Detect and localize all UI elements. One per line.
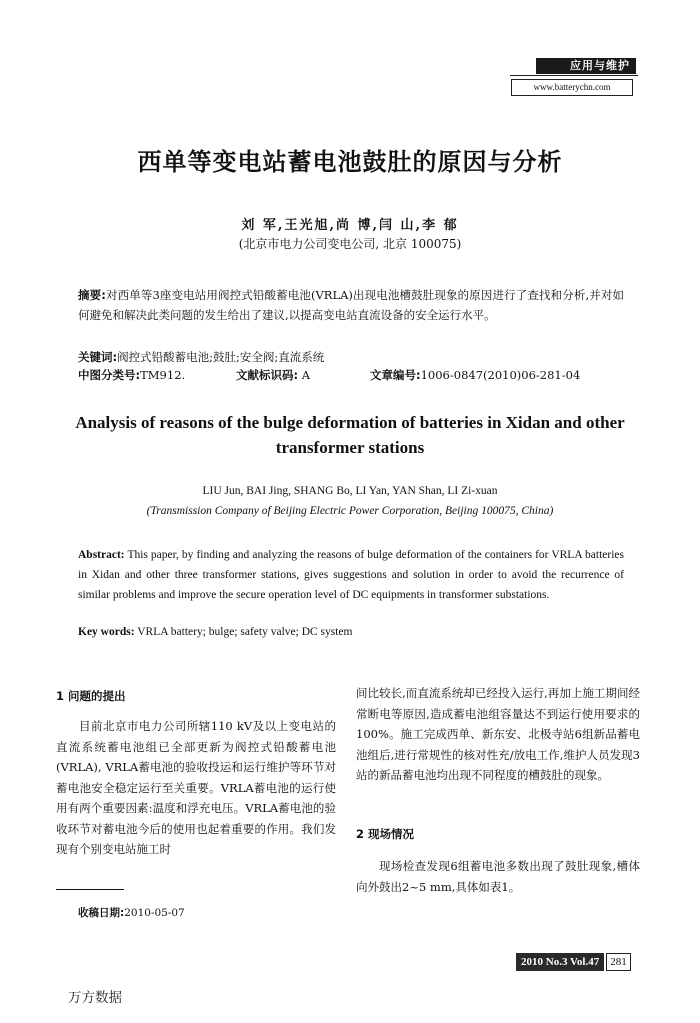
paper-title-cn: 西单等变电站蓄电池鼓肚的原因与分析	[137, 147, 563, 176]
page-number: 281	[606, 953, 631, 971]
abstract-en-text: This paper, by finding and analyzing the reasons of bulge deformation of the containers for VRLA batteries in Xidan and other three transformer stations, gives suggestions and solution in order to avoid the recurrence of similar problems and improve the secure operation level of DC equipments in transformer substations.	[78, 549, 624, 601]
authors-en: LIU Jun, BAI Jing, SHANG Bo, LI Yan, YAN Shan, LI Zi-xuan	[202, 485, 498, 497]
keywords-cn-label: 关键词:	[78, 350, 118, 364]
section-2-heading: 2 现场情况	[356, 827, 415, 841]
issue-label: 2010 No.3 Vol.47	[516, 953, 604, 971]
keywords-en-label: Key words:	[78, 626, 135, 638]
received-date	[78, 905, 185, 920]
keywords-cn	[78, 349, 324, 365]
paper-title-en: Analysis of reasons of the bulge deformation of batteries in Xidan and other transformer stations	[75, 413, 625, 457]
section-2-paragraph: 现场检查发现6组蓄电池多数出现了鼓肚现象,槽体向外鼓出2~5 mm,具体如表1。	[356, 859, 640, 894]
section-1-paragraph: 目前北京市电力公司所辖110 kV及以上变电站的直流系统蓄电池组已全部更新为阀控式铅酸蓄电池(VRLA), VRLA蓄电池的验收投运和运行维护等环节对蓄电池安全稳定运行至关重要。VRLA蓄电池的运行使用有两个重要因素:温度和浮充电压。VRLA蓄电池的验收环节对蓄电池今后的使用也起着重要的作用。我们发现有个别变电站施工时	[56, 719, 336, 856]
abstract-cn-text: 对西单等3座变电站用阀控式铅酸蓄电池(VRLA)出现电池槽鼓肚现象的原因进行了查找和分析,并对如何避免和解决此类问题的发生给出了建议,以提高变电站直流设备的安全运行水平。	[78, 288, 624, 322]
keywords-en-text: VRLA battery; bulge; safety valve; DC system	[137, 626, 353, 638]
abstract-cn-label: 摘要:	[78, 288, 106, 302]
affiliation-cn: (北京市电力公司变电公司, 北京 100075)	[238, 237, 462, 251]
abstract-en-label: Abstract:	[78, 549, 125, 561]
clc-number: 中图分类号:TM912.	[78, 368, 186, 382]
received-date-value: 2010-05-07	[124, 907, 185, 919]
received-date-label: 收稿日期:	[78, 907, 125, 919]
journal-section-tag: 应用与维护	[536, 58, 636, 74]
section-1-paragraph-continued: 间比较长,而直流系统却已经投入运行,再加上施工期间经常断电等原因,造成蓄电池组容量达不到运行使用要求的100%。施工完成西单、新东安、北极寺站6组新品蓄电池组后,进行常规性的核对性充/放电工作,维护人员发现3站的新品蓄电池均出现不同程度的槽鼓肚的现象。	[356, 686, 640, 782]
keywords-en	[78, 626, 352, 638]
document-code: 文献标识码: A	[236, 368, 311, 382]
section-1-heading: 1 问题的提出	[56, 689, 126, 703]
page-footer	[516, 953, 631, 971]
abstract-en	[78, 545, 624, 605]
keywords-cn-text: 阀控式铅酸蓄电池;鼓肚;安全阀;直流系统	[117, 350, 325, 364]
article-number: 文章编号:1006-0847(2010)06-281-04	[370, 368, 581, 382]
abstract-cn	[78, 285, 624, 325]
journal-url[interactable]: www.batterychn.com	[511, 79, 633, 96]
header-rule	[510, 75, 638, 76]
affiliation-en: (Transmission Company of Beijing Electric Power Corporation, Beijing 100075, China)	[146, 505, 554, 517]
wanfang-watermark: 万方数据	[68, 990, 122, 1006]
footnote-rule	[56, 889, 124, 890]
authors-cn: 刘 军,王光旭,尚 博,闫 山,李 郁	[241, 218, 459, 233]
